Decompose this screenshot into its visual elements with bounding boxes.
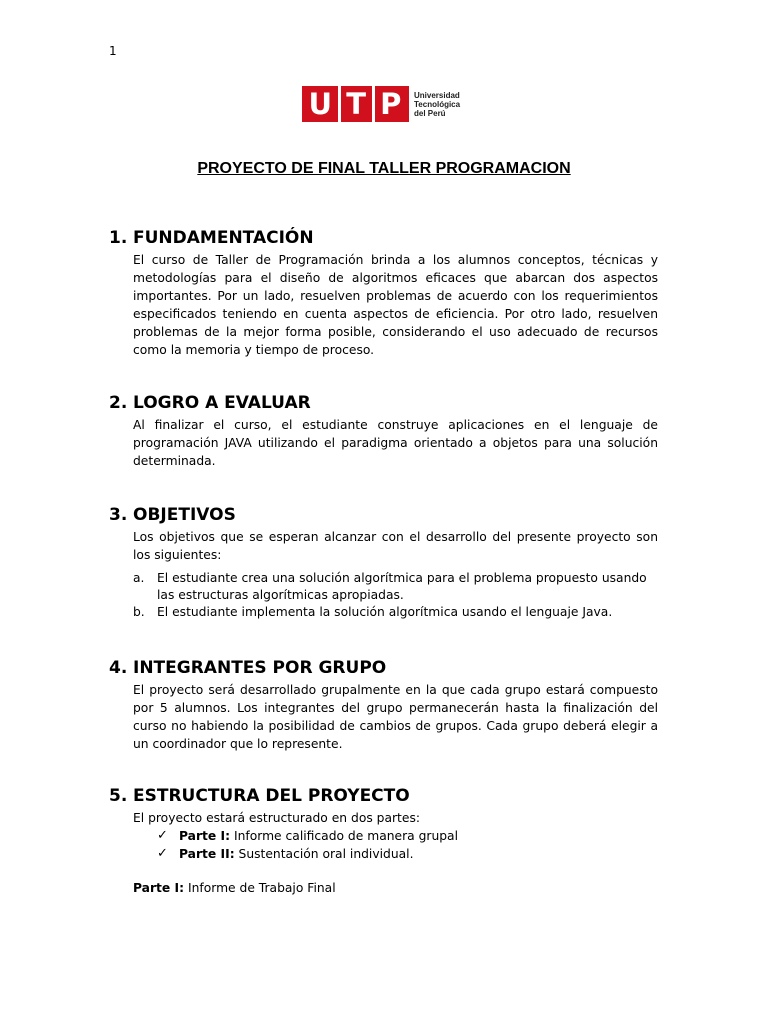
section-integrantes <box>109 657 658 753</box>
logo-text-line: del Perú <box>414 108 446 118</box>
section-number: 4. <box>109 658 128 678</box>
section-title: FUNDAMENTACIÓN <box>133 228 314 248</box>
list-item-text: El estudiante crea una solución algorítmica para el problema propuesto usando las estructuras algorítmicas apropiadas. <box>157 571 647 602</box>
list-item-rest: Informe calificado de manera grupal <box>230 829 458 843</box>
logo-text-line: Tecnológica <box>414 99 461 109</box>
section-title: LOGRO A EVALUAR <box>133 393 311 413</box>
section-body: El curso de Taller de Programación brinda a los alumnos conceptos, técnicas y metodologías para el diseño de algoritmos eficaces que abarcan dos aspectos importantes. Por un lado, resuelven problemas de acuerdo con los requerimientos especificados teniendo en cuenta aspectos de eficiencia. Por otro lado, resuelven problemas de la mejor forma posible, considerando el uso adecuado de recursos como la memoria y tiempo de proceso. <box>133 253 658 357</box>
list-item <box>133 570 658 604</box>
logo-separator <box>338 86 341 122</box>
list-marker: b. <box>133 605 145 619</box>
section-heading <box>109 657 658 679</box>
section-number: 1. <box>109 228 128 248</box>
section-title: OBJETIVOS <box>133 505 236 525</box>
list-item-text <box>179 845 414 863</box>
logo-separator <box>372 86 375 122</box>
section-body: Los objetivos que se esperan alcanzar con el desarrollo del presente proyecto son los siguientes: <box>133 530 658 562</box>
document-title: PROYECTO DE FINAL TALLER PROGRAMACION <box>197 160 571 177</box>
section-heading <box>109 785 658 807</box>
logo-letter-u: U <box>308 87 334 121</box>
section-heading <box>109 504 658 526</box>
page-number: 1 <box>109 44 117 58</box>
objectives-list <box>133 570 658 621</box>
section-number: 5. <box>109 786 128 806</box>
section-title: ESTRUCTURA DEL PROYECTO <box>133 786 410 806</box>
section-heading <box>109 392 658 414</box>
list-item-bold: Parte I: <box>179 829 231 843</box>
section-heading <box>109 227 658 249</box>
section-objetivos <box>109 504 658 621</box>
section-fundamentacion <box>109 227 658 359</box>
logo-letter-t: T <box>346 87 368 121</box>
list-item-bold: Parte II: <box>179 847 235 861</box>
section-number: 2. <box>109 393 128 413</box>
section-title: INTEGRANTES POR GRUPO <box>133 658 387 678</box>
list-marker: a. <box>133 571 145 585</box>
utp-logo <box>302 86 460 122</box>
checkmark-icon: ✓ <box>157 846 168 861</box>
logo-block <box>302 86 409 122</box>
section-logro <box>109 392 658 470</box>
list-item <box>157 827 658 845</box>
section-body: El proyecto será desarrollado grupalmente en la que cada grupo estará compuesto por 5 alumnos. Los integrantes del grupo permanecerán hasta la finalización del curso no habiendo la posibilidad de cambios de grupos. Cada grupo deberá elegir a un coordinador que lo represente. <box>133 683 658 751</box>
logo-letter-p: P <box>380 87 403 121</box>
list-item <box>133 604 658 621</box>
checkmark-icon: ✓ <box>157 828 168 843</box>
section-estructura <box>109 785 658 863</box>
section-body: Al finalizar el curso, el estudiante construye aplicaciones en el lenguaje de programación JAVA utilizando el paradigma orientado a objetos para una solución determinada. <box>133 418 658 468</box>
list-item-text <box>179 827 458 845</box>
part-line-text: Informe de Trabajo Final <box>184 881 336 895</box>
part-one-subheading <box>133 881 336 895</box>
parts-list <box>157 827 658 863</box>
list-item <box>157 845 658 863</box>
list-item-rest: Sustentación oral individual. <box>234 847 414 861</box>
logo-text-line: Universidad <box>414 90 460 100</box>
list-item-text: El estudiante implementa la solución algorítmica usando el lenguaje Java. <box>157 605 613 619</box>
section-number: 3. <box>109 505 128 525</box>
logo-text <box>414 91 460 118</box>
part-line-bold: Parte I: <box>133 881 185 895</box>
section-body: El proyecto estará estructurado en dos partes: <box>133 811 420 825</box>
